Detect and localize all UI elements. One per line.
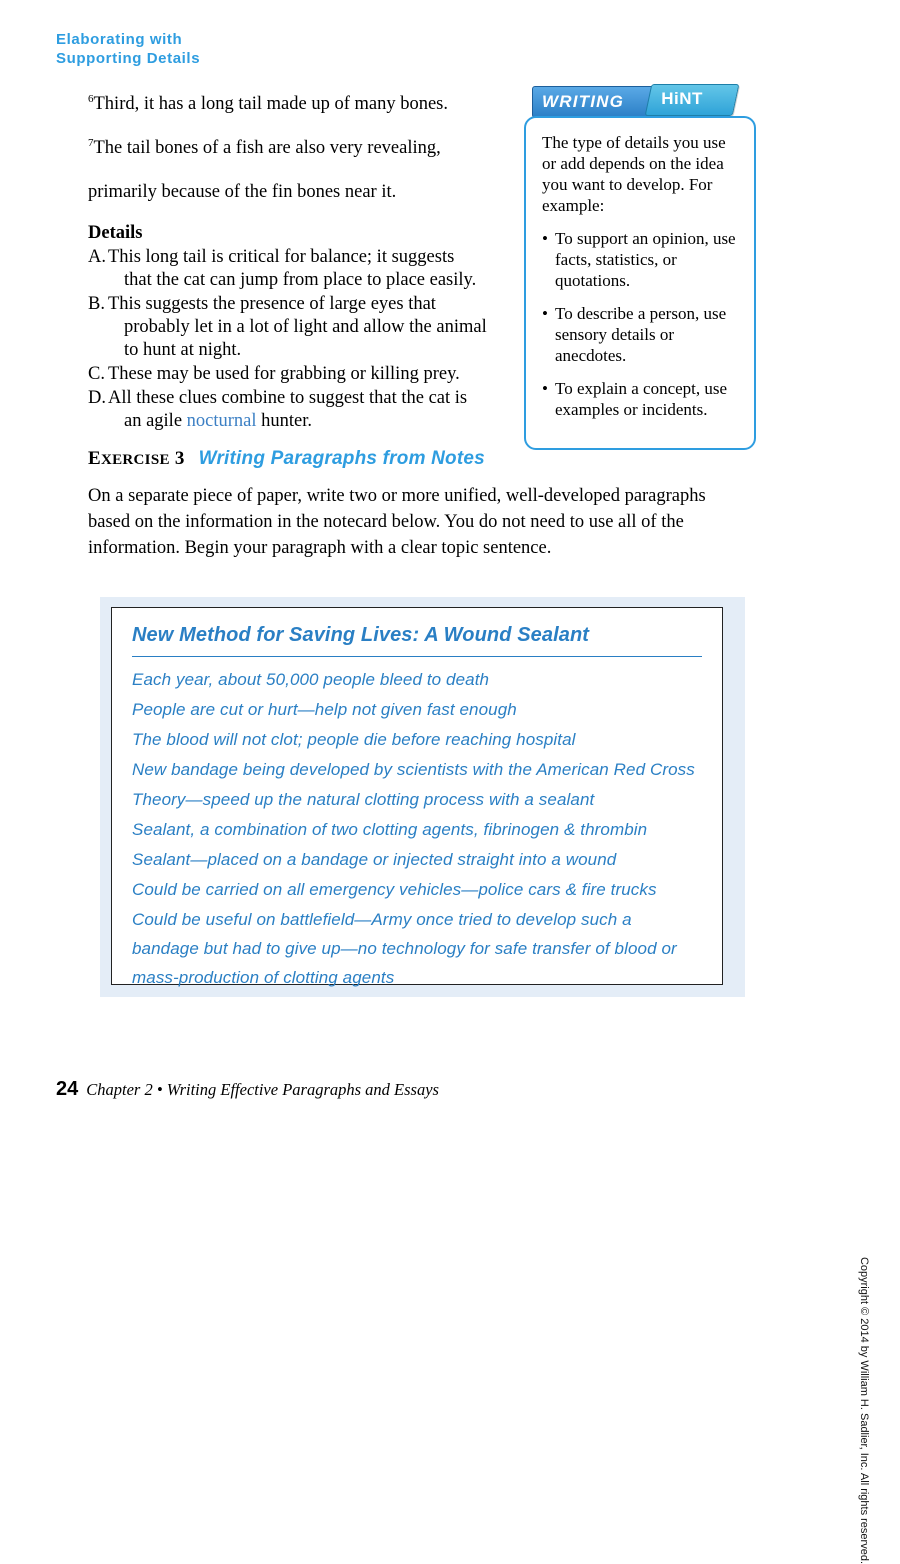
exercise-label-initial: E	[88, 448, 101, 469]
running-head	[56, 30, 200, 68]
exercise-label-rest: XERCISE	[100, 452, 170, 468]
detail-text-d	[108, 387, 518, 433]
footer-chapter-text: Chapter 2 • Writing Effective Paragraphs and Essays	[86, 1080, 439, 1099]
exercise-instructions: On a separate piece of paper, write two or more unified, well-developed paragraphs based on the information in the notecard below. You do not need to use all of the information. Begin your paragraph with a clear topic sentence.	[88, 486, 706, 558]
notecard-line-8: Could be carried on all emergency vehicles—police cars & fire trucks	[132, 880, 657, 899]
detail-d-line2	[108, 410, 518, 433]
detail-text-a	[108, 246, 518, 292]
notecard-line-4: New bandage being developed by scientists with the American Red Cross	[132, 760, 695, 779]
body-paragraph-7-cont	[88, 180, 518, 204]
notecard-line-9b: bandage but had to give up—no technology for safe transfer of blood or	[132, 939, 677, 958]
exercise-number: 3	[174, 448, 185, 469]
writing-tab	[532, 86, 658, 118]
sentence-number-7: 7	[88, 136, 94, 149]
detail-item-b	[88, 293, 518, 362]
writing-hint-content	[524, 116, 756, 450]
detail-b-line3: to hunt at night.	[124, 339, 242, 360]
detail-c-line1: These may be used for grabbing or killing prey.	[108, 363, 460, 384]
detail-a-line2: that the cat can jump from place to place easily.	[124, 269, 477, 290]
detail-d-line2-pre: an agile	[124, 410, 187, 431]
detail-d-line2-post: hunter.	[256, 410, 313, 431]
details-heading: Details	[88, 223, 143, 243]
body-paragraph-6	[88, 92, 518, 116]
hint-bullet-3: • To explain a concept, use examples or incidents.	[542, 378, 738, 420]
sentence-number-6: 6	[88, 92, 94, 105]
running-head-line1: Elaborating with	[56, 31, 183, 48]
hint-bullet-list	[542, 228, 738, 420]
body-column	[88, 92, 518, 434]
detail-text-c	[108, 363, 518, 386]
detail-item-c	[88, 363, 518, 386]
page-number: 24	[56, 1078, 79, 1100]
body-paragraph-7-cont-text: primarily because of the fin bones near it.	[88, 182, 397, 202]
detail-letter-d: D.	[88, 387, 106, 408]
notecard-line-7: Sealant—placed on a bandage or injected straight into a wound	[132, 850, 617, 869]
writing-tab-label: WRITING	[542, 92, 625, 111]
detail-a-line1: This long tail is critical for balance; it suggests	[108, 246, 455, 267]
copyright-notice: Copyright © 2014 by William H. Sadlier, Inc. All rights reserved.	[858, 1256, 870, 1564]
notecard-line-3: The blood will not clot; people die before reaching hospital	[132, 730, 576, 749]
notecard-line-6: Sealant, a combination of two clotting agents, fibrinogen & thrombin	[132, 820, 648, 839]
detail-letter-a: A.	[88, 246, 106, 267]
notecard-line-9c: mass-production of clotting agents	[132, 968, 395, 987]
hint-tab	[645, 84, 740, 116]
notecard-line-9a: Could be useful on battlefield—Army once tried to develop such a	[132, 910, 632, 929]
running-head-line2: Supporting Details	[56, 50, 201, 67]
detail-text-b	[108, 293, 518, 362]
notecard-line-2: People are cut or hurt—help not given fast enough	[132, 700, 517, 719]
body-paragraph-7-text: The tail bones of a fish are also very revealing,	[93, 138, 441, 158]
vocabulary-term-nocturnal: nocturnal	[186, 410, 257, 431]
detail-item-d	[88, 387, 518, 433]
writing-hint-box	[524, 84, 756, 450]
notecard-line-5: Theory—speed up the natural clotting process with a sealant	[132, 790, 595, 809]
body-paragraph-6-text: Third, it has a long tail made up of many bones.	[93, 94, 449, 114]
page-footer	[56, 1078, 439, 1101]
detail-b-line1: This suggests the presence of large eyes that	[108, 293, 436, 314]
hint-intro-text: The type of details you use or add depends on the idea you want to develop. For example:	[542, 133, 726, 215]
detail-d-line1: All these clues combine to suggest that the cat is	[108, 387, 468, 408]
exercise-heading	[88, 448, 485, 470]
copyright-container	[858, 782, 876, 1564]
writing-hint-tabs	[524, 84, 756, 120]
body-paragraph-7	[88, 136, 518, 160]
detail-b-line2: probably let in a lot of light and allow the animal	[124, 316, 487, 337]
hint-bullet-2: • To describe a person, use sensory details or anecdotes.	[542, 303, 738, 366]
notecard-line-1: Each year, about 50,000 people bleed to death	[132, 670, 490, 689]
exercise-title: Writing Paragraphs from Notes	[198, 448, 485, 469]
notecard-title: New Method for Saving Lives: A Wound Sealant	[132, 624, 702, 657]
detail-item-a	[88, 246, 518, 292]
hint-bullet-1: • To support an opinion, use facts, statistics, or quotations.	[542, 228, 738, 291]
hint-tab-label: HiNT	[661, 89, 703, 108]
detail-letter-b: B.	[88, 293, 105, 314]
detail-letter-c: C.	[88, 363, 105, 384]
exercise-label	[88, 448, 185, 469]
notecard	[111, 607, 723, 985]
